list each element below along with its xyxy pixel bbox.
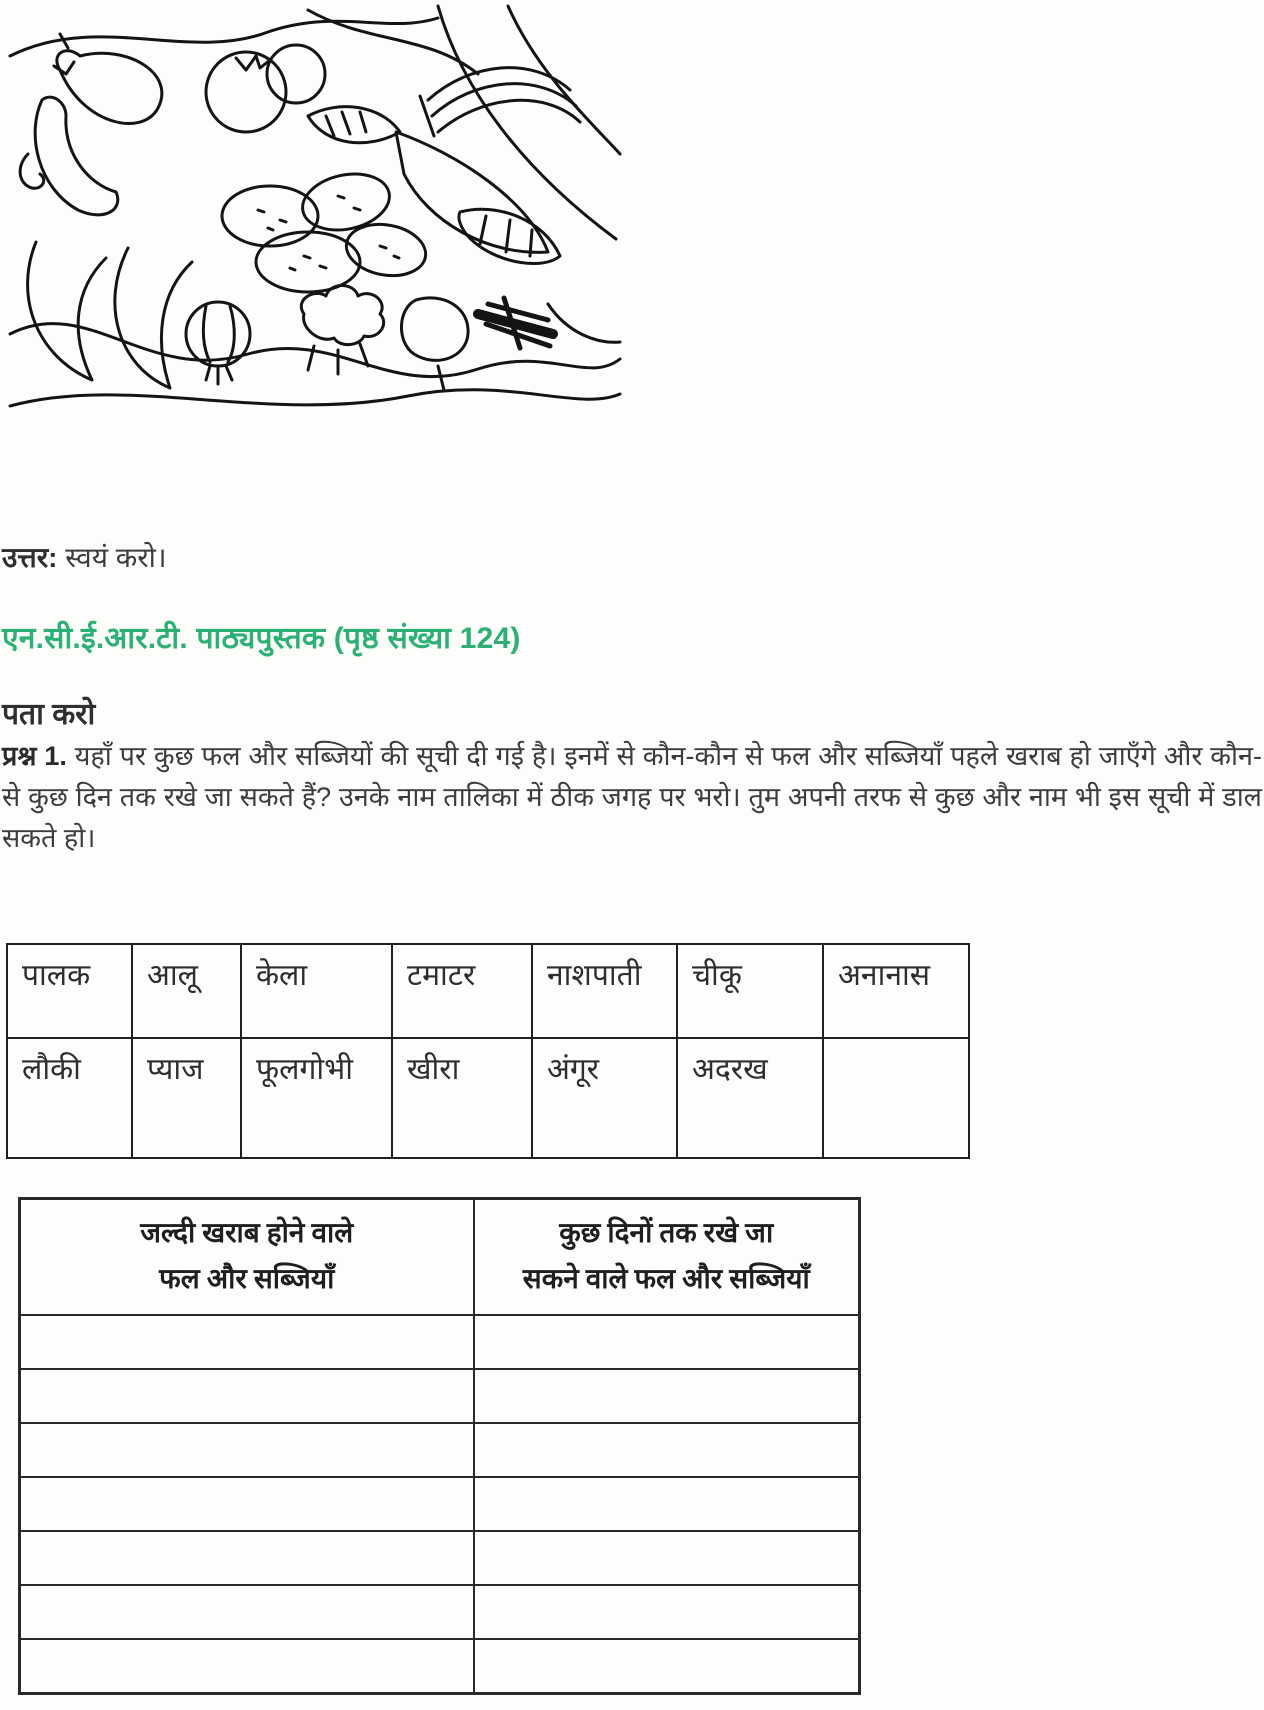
sort-table-empty-cell-right bbox=[474, 1369, 860, 1423]
question-label: प्रश्न 1. bbox=[2, 741, 67, 771]
list-cell bbox=[823, 1038, 969, 1158]
sort-table-empty-row bbox=[20, 1531, 860, 1585]
answer-line bbox=[2, 538, 167, 576]
question-paragraph bbox=[2, 736, 1262, 859]
sorting-table bbox=[18, 1197, 861, 1695]
activity-heading: पता करो bbox=[2, 698, 96, 731]
sort-table-empty-cell-right bbox=[474, 1531, 860, 1585]
list-cell: लौकी bbox=[7, 1038, 132, 1158]
list-table-row bbox=[7, 1038, 969, 1158]
sort-table-body bbox=[20, 1315, 860, 1694]
answer-label: उत्तर: bbox=[2, 542, 58, 573]
sort-table-empty-row bbox=[20, 1423, 860, 1477]
sort-table-header-right bbox=[474, 1199, 860, 1316]
sort-table-empty-cell-right bbox=[474, 1315, 860, 1369]
header-left-line2: फल और सब्जियाँ bbox=[159, 1264, 335, 1295]
sort-table-empty-cell-left bbox=[20, 1423, 474, 1477]
list-cell: टमाटर bbox=[392, 944, 532, 1038]
sort-table-empty-row bbox=[20, 1369, 860, 1423]
list-cell: अदरख bbox=[677, 1038, 823, 1158]
header-right-line1: कुछ दिनों तक रखे जा bbox=[559, 1218, 774, 1249]
sort-table-empty-cell-right bbox=[474, 1585, 860, 1639]
list-cell: चीकू bbox=[677, 944, 823, 1038]
sort-table-header-row bbox=[20, 1199, 860, 1316]
sort-table-header-left bbox=[20, 1199, 474, 1316]
sort-table-empty-row bbox=[20, 1639, 860, 1694]
list-cell: नाशपाती bbox=[532, 944, 677, 1038]
sort-table-empty-cell-left bbox=[20, 1585, 474, 1639]
list-cell: प्याज bbox=[132, 1038, 241, 1158]
sort-table-empty-row bbox=[20, 1585, 860, 1639]
sort-table-empty-cell-left bbox=[20, 1369, 474, 1423]
fruits-vegetables-list-table bbox=[6, 943, 970, 1159]
list-cell: फूलगोभी bbox=[241, 1038, 392, 1158]
list-cell: अनानास bbox=[823, 944, 969, 1038]
list-cell: केला bbox=[241, 944, 392, 1038]
sort-table-empty-cell-right bbox=[474, 1423, 860, 1477]
list-table-row bbox=[7, 944, 969, 1038]
sort-table-empty-cell-left bbox=[20, 1315, 474, 1369]
list-cell: पालक bbox=[7, 944, 132, 1038]
sort-table-empty-row bbox=[20, 1315, 860, 1369]
sort-table-empty-row bbox=[20, 1477, 860, 1531]
answer-text: स्वयं करो। bbox=[65, 542, 167, 573]
question-text: यहाँ पर कुछ फल और सब्जियों की सूची दी गई है। इनमें से कौन-कौन से फल और सब्जियाँ पहले खराब हो जाएँगे और कौन-से कुछ दिन तक रखे जा सकते हैं? उनके नाम तालिका में ठीक जगह पर भरो। तुम अपनी तरफ से कुछ और नाम भी इस सूची में डाल सकते हो। bbox=[2, 741, 1262, 853]
sort-table-empty-cell-right bbox=[474, 1477, 860, 1531]
sort-table-empty-cell-left bbox=[20, 1477, 474, 1531]
section-heading: एन.सी.ई.आर.टी. पाठ्यपुस्तक (पृष्ठ संख्या 124) bbox=[2, 622, 521, 655]
vegetables-illustration-icon bbox=[8, 4, 623, 432]
list-cell: खीरा bbox=[392, 1038, 532, 1158]
sort-table-empty-cell-left bbox=[20, 1639, 474, 1694]
header-right-line2: सकने वाले फल और सब्जियाँ bbox=[522, 1264, 810, 1295]
sort-table-empty-cell-right bbox=[474, 1639, 860, 1694]
sort-table-empty-cell-left bbox=[20, 1531, 474, 1585]
list-cell: अंगूर bbox=[532, 1038, 677, 1158]
header-left-line1: जल्दी खराब होने वाले bbox=[140, 1218, 354, 1249]
list-cell: आलू bbox=[132, 944, 241, 1038]
